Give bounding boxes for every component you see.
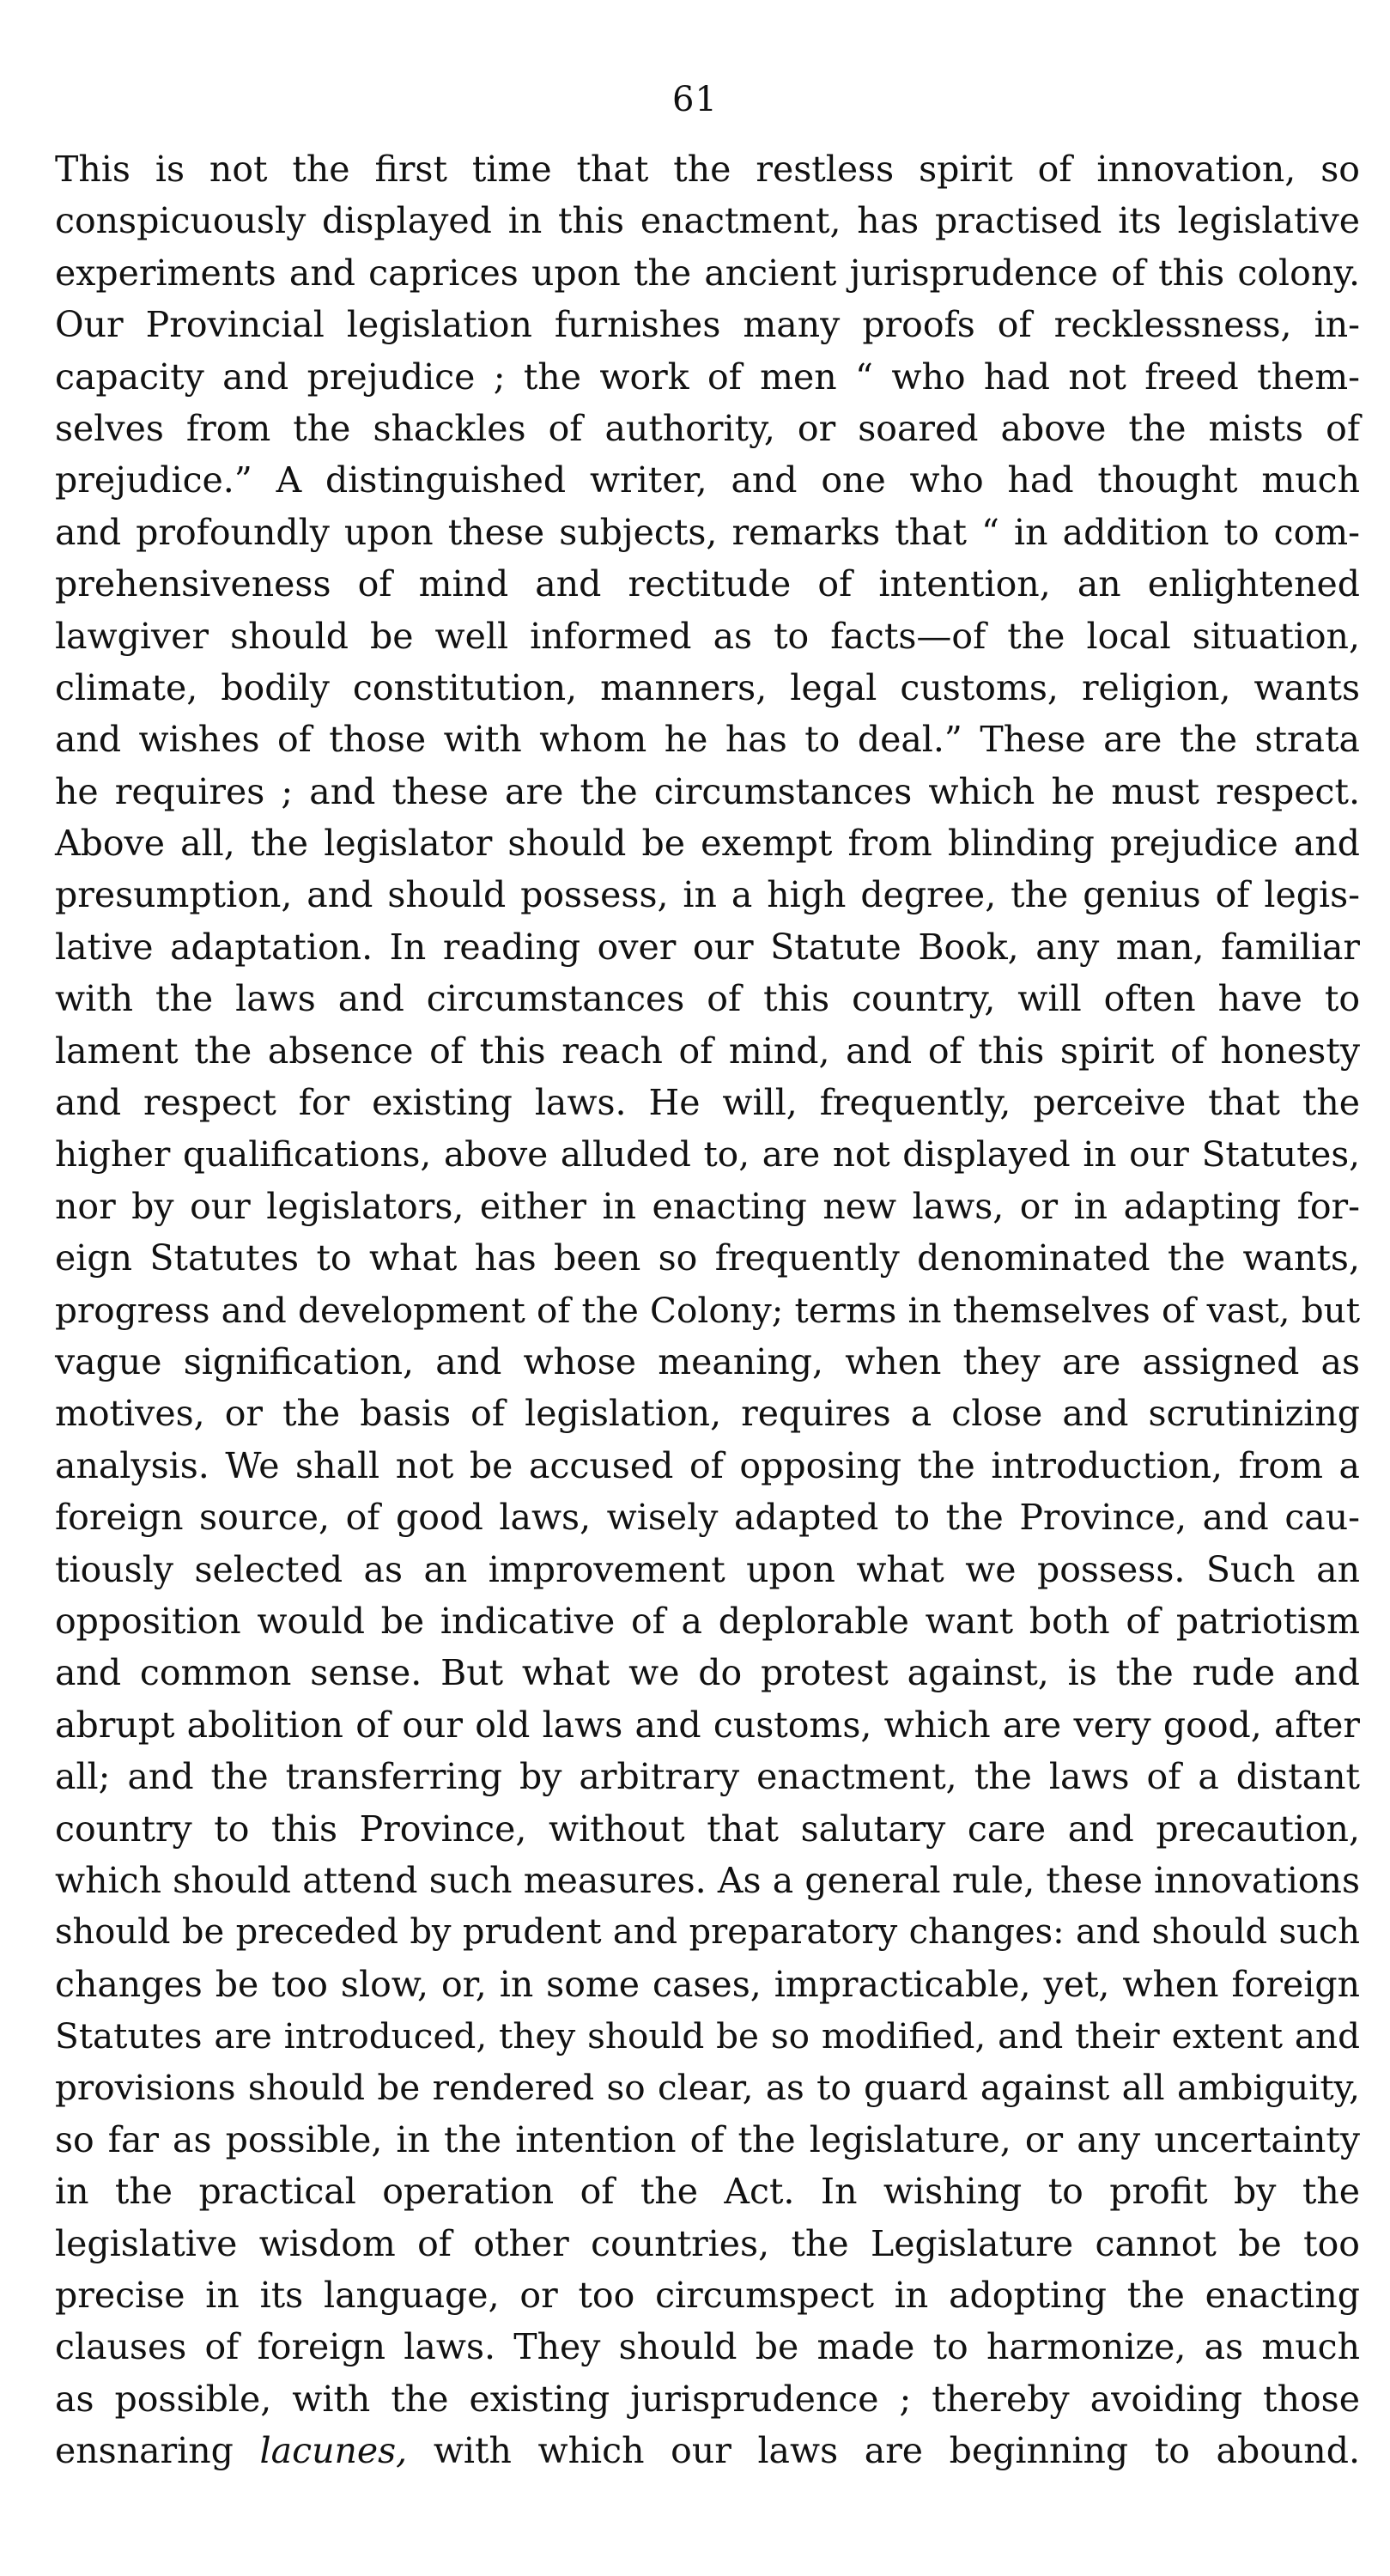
text-line: which should attend such measures. As a general rule, these innovations [55,1859,1360,1901]
text-line: prehensiveness of mind and rectitude of intention, an enlightened [55,563,1360,605]
text-line: with the laws and circumstances of this country, will often have to [55,978,1360,1020]
text-line: lawgiver should be well informed as to facts—of the local situation, [55,615,1360,657]
text-line: all; and the transferring by arbitrary enactment, the laws of a distant [55,1756,1360,1798]
body-paragraph [55,143,1360,2477]
text-line: precise in its language, or too circumspect in adopting the enacting [55,2275,1360,2317]
text-line: legislative wisdom of other countries, the Legislature cannot be too [55,2222,1360,2264]
text-line: lative adaptation. In reading over our Statute Book, any man, familiar [55,926,1360,968]
text-line: provisions should be rendered so clear, as to guard against all ambiguity, [55,2067,1360,2109]
text-line: and wishes of those with whom he has to deal.” These are the strata [55,719,1360,761]
text-line: capacity and prejudice ; the work of men “ who had not freed them- [55,355,1360,398]
text-line: Statutes are introduced, they should be so modified, and their extent and [55,2015,1360,2057]
text-line: should be preceded by prudent and preparatory changes: and should such [55,1912,1360,1953]
text-line: and profoundly upon these subjects, remarks that “ in addition to com- [55,511,1360,553]
italic-word: lacunes, [259,2430,408,2472]
text-line: motives, or the basis of legislation, requires a close and scrutinizing [55,1393,1360,1435]
text-line: he requires ; and these are the circumstances which he must respect. [55,770,1360,812]
text-line: lament the absence of this reach of mind, and of this spirit of honesty [55,1030,1360,1072]
text-line: changes be too slow, or, in some cases, impracticable, yet, when foreign [55,1963,1360,2005]
text-line: This is not the first time that the restless spirit of innovation, so [55,149,1360,190]
text-line: tiously selected as an improvement upon what we possess. Such an [55,1548,1360,1590]
text-line: opposition would be indicative of a deplorable want both of patriotism [55,1600,1360,1642]
text-line: climate, bodily constitution, manners, legal customs, religion, wants [55,666,1360,708]
text-line: eign Statutes to what has been so frequently denominated the wants, [55,1237,1360,1279]
text-line: presumption, and should possess, in a high degree, the genius of legis- [55,874,1360,916]
text-line: as possible, with the existing jurisprudence ; thereby avoiding those [55,2378,1360,2420]
text-segment: with which our laws are beginning to abound. [407,2430,1360,2472]
text-line: foreign source, of good laws, wisely adapted to the Province, and cau- [55,1497,1360,1539]
text-line: experiments and caprices upon the ancient jurisprudence of this colony. [55,252,1360,294]
text-line: country to this Province, without that salutary care and precaution, [55,1807,1360,1850]
text-line: conspicuously displayed in this enactment, has practised its legislative [55,200,1360,242]
text-line-last [55,2425,1360,2476]
text-line: selves from the shackles of authority, or soared above the mists of [55,407,1360,449]
text-line: clauses of foreign laws. They should be made to harmonize, as much [55,2326,1360,2368]
text-line: in the practical operation of the Act. In wishing to profit by the [55,2171,1360,2213]
text-line: nor by our legislators, either in enacting new laws, or in adapting for- [55,1185,1360,1227]
text-line: so far as possible, in the intention of the legislature, or any uncertainty [55,2118,1360,2160]
text-line: analysis. We shall not be accused of opposing the introduction, from a [55,1444,1360,1486]
text-line: Our Provincial legislation furnishes many proofs of recklessness, in- [55,304,1360,346]
text-line: and common sense. But what we do protest against, is the rude and [55,1652,1360,1694]
text-line: prejudice.” A distinguished writer, and one who had thought much [55,459,1360,501]
text-line: progress and development of the Colony; terms in themselves of vast, but [55,1289,1360,1331]
text-line: and respect for existing laws. He will, frequently, perceive that the [55,1082,1360,1124]
text-line: vague signification, and whose meaning, when they are assigned as [55,1340,1360,1382]
text-line: higher qualifications, above alluded to, are not displayed in our Statutes, [55,1133,1360,1176]
page-number: 61 [672,80,718,119]
text-segment: ensnaring [55,2430,260,2472]
text-line: Above all, the legislator should be exempt from blinding prejudice and [55,823,1360,865]
text-line: abrupt abolition of our old laws and customs, which are very good, after [55,1704,1360,1746]
